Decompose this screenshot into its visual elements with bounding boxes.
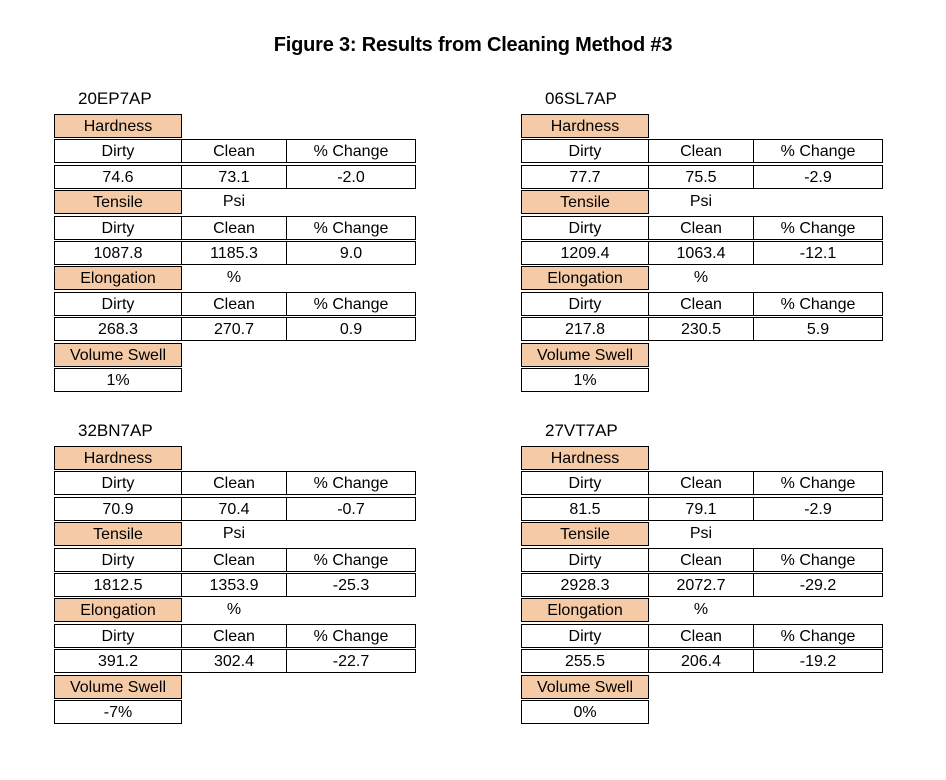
hardness-header: Hardness bbox=[521, 446, 649, 470]
tensile-clean-value: 2072.7 bbox=[648, 573, 754, 597]
change-header: % Change bbox=[753, 471, 883, 495]
sample-name: 06SL7AP bbox=[545, 89, 617, 108]
tensile-header: Tensile bbox=[521, 190, 649, 214]
figure-title: Figure 3: Results from Cleaning Method #3 bbox=[273, 34, 673, 56]
elongation-unit: % bbox=[693, 269, 709, 287]
clean-header: Clean bbox=[648, 139, 754, 163]
change-header: % Change bbox=[753, 292, 883, 316]
hardness-header: Hardness bbox=[54, 114, 182, 138]
tensile-dirty-value: 1209.4 bbox=[521, 241, 649, 265]
clean-header: Clean bbox=[648, 624, 754, 648]
tensile-change-value: 9.0 bbox=[286, 241, 416, 265]
elongation-clean-value: 230.5 bbox=[648, 317, 754, 341]
elongation-header: Elongation bbox=[521, 266, 649, 290]
sample-block bbox=[521, 88, 883, 400]
volume-swell-header: Volume Swell bbox=[54, 343, 182, 367]
dirty-header: Dirty bbox=[54, 548, 182, 572]
volume-swell-header: Volume Swell bbox=[54, 675, 182, 699]
clean-header: Clean bbox=[181, 139, 287, 163]
change-header: % Change bbox=[286, 216, 416, 240]
elongation-dirty-value: 217.8 bbox=[521, 317, 649, 341]
change-header: % Change bbox=[753, 216, 883, 240]
tensile-change-value: -25.3 bbox=[286, 573, 416, 597]
hardness-clean-value: 73.1 bbox=[181, 165, 287, 189]
clean-header: Clean bbox=[181, 471, 287, 495]
tensile-unit: Psi bbox=[222, 525, 246, 543]
hardness-header: Hardness bbox=[54, 446, 182, 470]
dirty-header: Dirty bbox=[54, 292, 182, 316]
hardness-change-value: -2.9 bbox=[753, 165, 883, 189]
dirty-header: Dirty bbox=[54, 216, 182, 240]
clean-header: Clean bbox=[181, 292, 287, 316]
tensile-clean-value: 1185.3 bbox=[181, 241, 287, 265]
elongation-dirty-value: 255.5 bbox=[521, 649, 649, 673]
sample-block bbox=[521, 420, 883, 732]
change-header: % Change bbox=[753, 139, 883, 163]
clean-header: Clean bbox=[648, 216, 754, 240]
tensile-clean-value: 1063.4 bbox=[648, 241, 754, 265]
volume-swell-value: -7% bbox=[54, 700, 182, 724]
tensile-header: Tensile bbox=[54, 190, 182, 214]
elongation-unit: % bbox=[226, 269, 242, 287]
sample-block bbox=[54, 420, 416, 732]
elongation-unit: % bbox=[693, 601, 709, 619]
clean-header: Clean bbox=[648, 292, 754, 316]
elongation-header: Elongation bbox=[54, 598, 182, 622]
volume-swell-value: 1% bbox=[54, 368, 182, 392]
elongation-change-value: -19.2 bbox=[753, 649, 883, 673]
dirty-header: Dirty bbox=[521, 216, 649, 240]
sample-name: 20EP7AP bbox=[78, 89, 152, 108]
clean-header: Clean bbox=[648, 548, 754, 572]
hardness-clean-value: 79.1 bbox=[648, 497, 754, 521]
dirty-header: Dirty bbox=[521, 471, 649, 495]
tensile-clean-value: 1353.9 bbox=[181, 573, 287, 597]
change-header: % Change bbox=[286, 471, 416, 495]
hardness-header: Hardness bbox=[521, 114, 649, 138]
hardness-clean-value: 75.5 bbox=[648, 165, 754, 189]
clean-header: Clean bbox=[181, 548, 287, 572]
hardness-dirty-value: 70.9 bbox=[54, 497, 182, 521]
hardness-change-value: -0.7 bbox=[286, 497, 416, 521]
volume-swell-value: 0% bbox=[521, 700, 649, 724]
dirty-header: Dirty bbox=[54, 139, 182, 163]
elongation-change-value: -22.7 bbox=[286, 649, 416, 673]
hardness-change-value: -2.9 bbox=[753, 497, 883, 521]
clean-header: Clean bbox=[648, 471, 754, 495]
dirty-header: Dirty bbox=[54, 471, 182, 495]
tensile-unit: Psi bbox=[689, 193, 713, 211]
volume-swell-header: Volume Swell bbox=[521, 343, 649, 367]
elongation-change-value: 5.9 bbox=[753, 317, 883, 341]
hardness-clean-value: 70.4 bbox=[181, 497, 287, 521]
tensile-header: Tensile bbox=[521, 522, 649, 546]
clean-header: Clean bbox=[181, 624, 287, 648]
tensile-change-value: -12.1 bbox=[753, 241, 883, 265]
elongation-clean-value: 206.4 bbox=[648, 649, 754, 673]
change-header: % Change bbox=[286, 624, 416, 648]
hardness-dirty-value: 74.6 bbox=[54, 165, 182, 189]
elongation-clean-value: 270.7 bbox=[181, 317, 287, 341]
volume-swell-header: Volume Swell bbox=[521, 675, 649, 699]
dirty-header: Dirty bbox=[521, 548, 649, 572]
change-header: % Change bbox=[753, 548, 883, 572]
dirty-header: Dirty bbox=[521, 139, 649, 163]
change-header: % Change bbox=[753, 624, 883, 648]
elongation-dirty-value: 391.2 bbox=[54, 649, 182, 673]
change-header: % Change bbox=[286, 292, 416, 316]
elongation-dirty-value: 268.3 bbox=[54, 317, 182, 341]
sample-name: 27VT7AP bbox=[545, 421, 618, 440]
clean-header: Clean bbox=[181, 216, 287, 240]
dirty-header: Dirty bbox=[521, 292, 649, 316]
tensile-change-value: -29.2 bbox=[753, 573, 883, 597]
dirty-header: Dirty bbox=[521, 624, 649, 648]
tensile-dirty-value: 2928.3 bbox=[521, 573, 649, 597]
elongation-header: Elongation bbox=[521, 598, 649, 622]
tensile-dirty-value: 1087.8 bbox=[54, 241, 182, 265]
hardness-dirty-value: 81.5 bbox=[521, 497, 649, 521]
volume-swell-value: 1% bbox=[521, 368, 649, 392]
tensile-unit: Psi bbox=[222, 193, 246, 211]
elongation-clean-value: 302.4 bbox=[181, 649, 287, 673]
tensile-unit: Psi bbox=[689, 525, 713, 543]
hardness-change-value: -2.0 bbox=[286, 165, 416, 189]
change-header: % Change bbox=[286, 139, 416, 163]
elongation-unit: % bbox=[226, 601, 242, 619]
elongation-change-value: 0.9 bbox=[286, 317, 416, 341]
dirty-header: Dirty bbox=[54, 624, 182, 648]
change-header: % Change bbox=[286, 548, 416, 572]
sample-block bbox=[54, 88, 416, 400]
elongation-header: Elongation bbox=[54, 266, 182, 290]
tensile-header: Tensile bbox=[54, 522, 182, 546]
hardness-dirty-value: 77.7 bbox=[521, 165, 649, 189]
sample-name: 32BN7AP bbox=[78, 421, 153, 440]
tensile-dirty-value: 1812.5 bbox=[54, 573, 182, 597]
